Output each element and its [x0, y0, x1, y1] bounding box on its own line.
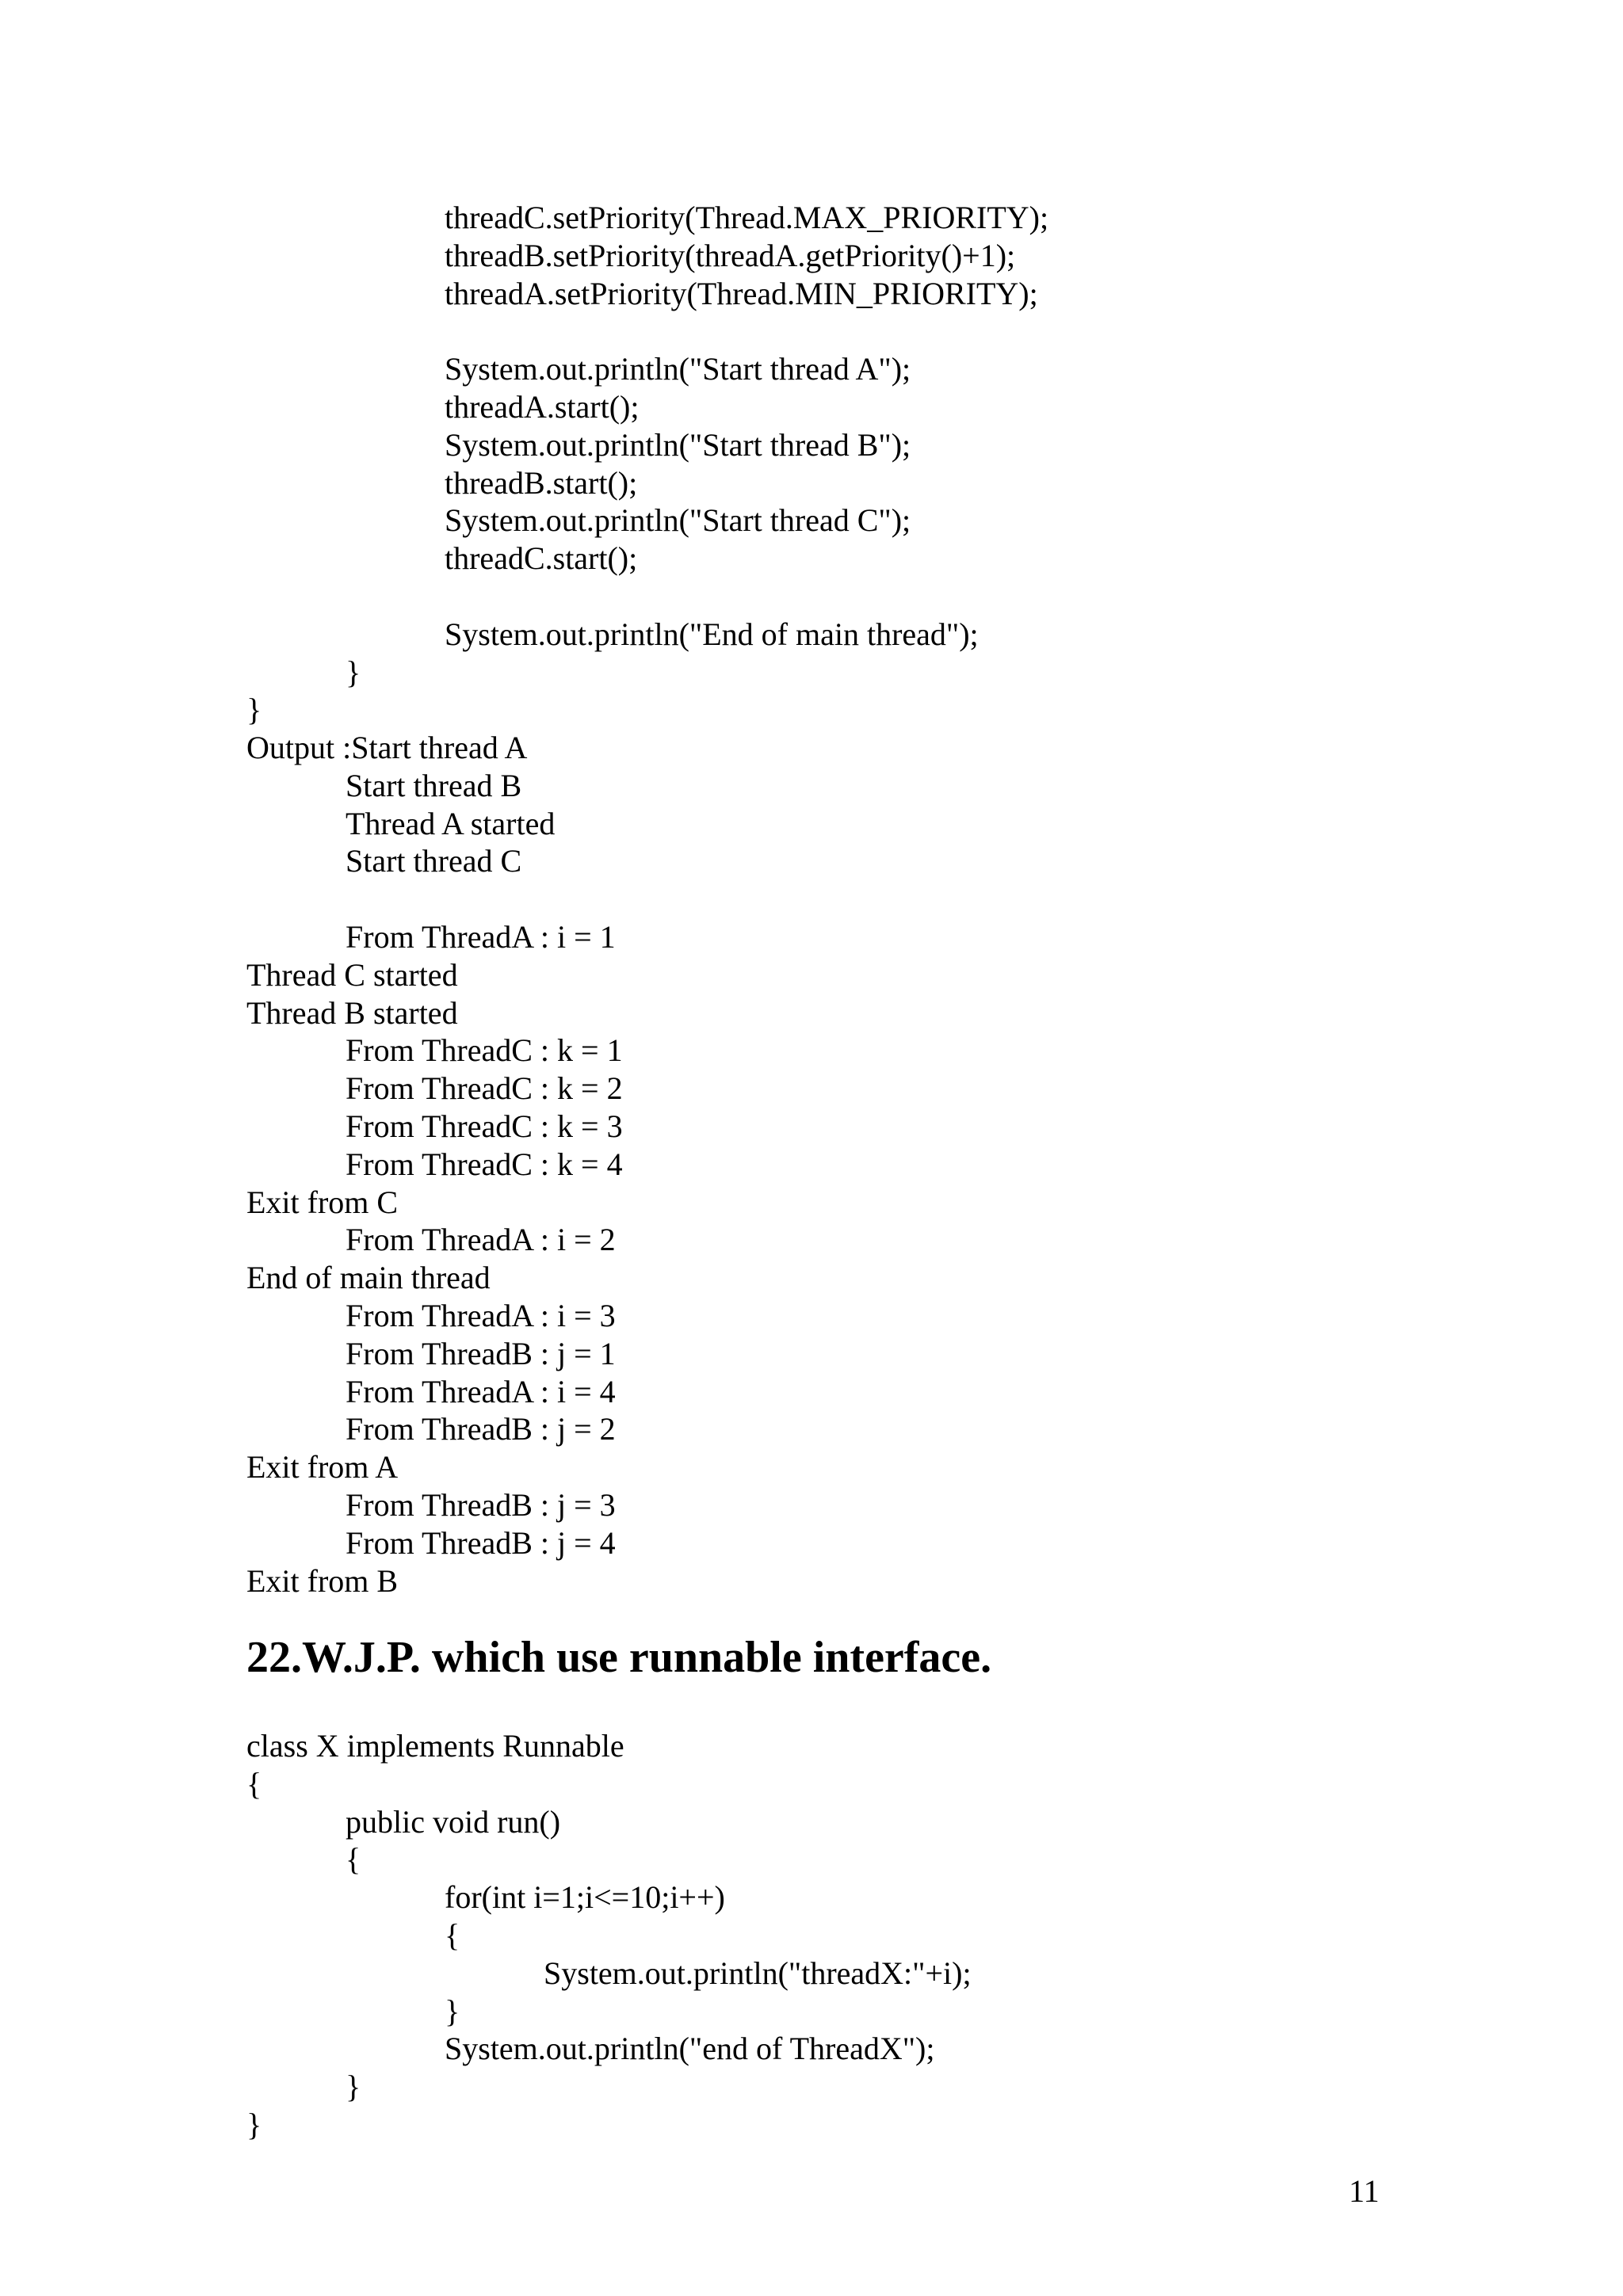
code-line: for(int i=1;i<=10;i++): [445, 1879, 725, 1916]
code-line: threadB.start();: [445, 464, 638, 501]
page-number: 11: [1349, 2173, 1380, 2209]
code-line-closing-brace: }: [346, 654, 361, 690]
output-line: Thread B started: [246, 994, 458, 1031]
code-line: System.out.println("End of main thread");: [445, 616, 979, 652]
output-line: Exit from A: [246, 1449, 399, 1486]
code-line: threadA.start();: [445, 388, 640, 425]
output-line: From ThreadA : i = 1: [346, 918, 616, 955]
code-line: threadB.setPriority(threadA.getPriority()+1);: [445, 237, 1016, 273]
output-line: From ThreadC : k = 3: [346, 1108, 623, 1144]
output-line: Start thread C: [346, 843, 522, 879]
section-heading: 22.W.J.P. which use runnable interface.: [246, 1633, 992, 1682]
code-line-brace: {: [445, 1917, 460, 1953]
output-line: From ThreadA : i = 2: [346, 1222, 616, 1258]
output-line: From ThreadC : k = 4: [346, 1146, 623, 1182]
code-line: System.out.println("threadX:"+i);: [544, 1955, 972, 1991]
code-line-blank: [246, 312, 1048, 350]
code-line-brace: {: [246, 1765, 262, 1802]
output-line: From ThreadC : k = 1: [346, 1032, 623, 1069]
program-output: [246, 729, 623, 1600]
output-line: From ThreadC : k = 2: [346, 1070, 623, 1107]
output-line: Thread C started: [246, 956, 458, 993]
code-line: threadC.start();: [445, 540, 638, 577]
code-line-closing-brace: }: [246, 692, 262, 728]
code-line-brace: }: [246, 2106, 262, 2142]
code-line: System.out.println("Start thread C");: [445, 502, 911, 539]
code-line: threadC.setPriority(Thread.MAX_PRIORITY);: [445, 200, 1049, 235]
output-line: Thread A started: [346, 805, 556, 841]
output-line: Exit from C: [246, 1184, 399, 1220]
output-line: From ThreadB : j = 1: [346, 1335, 616, 1371]
output-line: From ThreadA : i = 3: [346, 1297, 616, 1333]
code-block-runnable: [246, 1727, 972, 2144]
output-line: From ThreadA : i = 4: [346, 1373, 616, 1409]
output-line-blank: [246, 880, 623, 918]
code-line: System.out.println("end of ThreadX");: [445, 2031, 935, 2067]
code-block-main-method-end: [246, 199, 1048, 729]
code-line-brace: {: [346, 1841, 361, 1878]
output-line: From ThreadB : j = 3: [346, 1486, 616, 1523]
output-line: Start thread B: [346, 767, 522, 803]
code-line-brace: }: [445, 1993, 460, 2029]
code-line-brace: }: [346, 2069, 361, 2105]
code-line-blank: [246, 578, 1048, 616]
output-line: From ThreadB : j = 2: [346, 1411, 616, 1447]
code-line: class X implements Runnable: [246, 1728, 624, 1764]
code-line: System.out.println("Start thread A");: [445, 351, 911, 387]
code-line: public void run(): [346, 1803, 561, 1840]
output-line: End of main thread: [246, 1260, 491, 1296]
output-line: Output :Start thread A: [246, 730, 528, 765]
output-line: Exit from B: [246, 1562, 399, 1599]
code-line: System.out.println("Start thread B");: [445, 426, 911, 463]
output-line: From ThreadB : j = 4: [346, 1524, 616, 1561]
code-line: threadA.setPriority(Thread.MIN_PRIORITY);: [445, 275, 1038, 311]
